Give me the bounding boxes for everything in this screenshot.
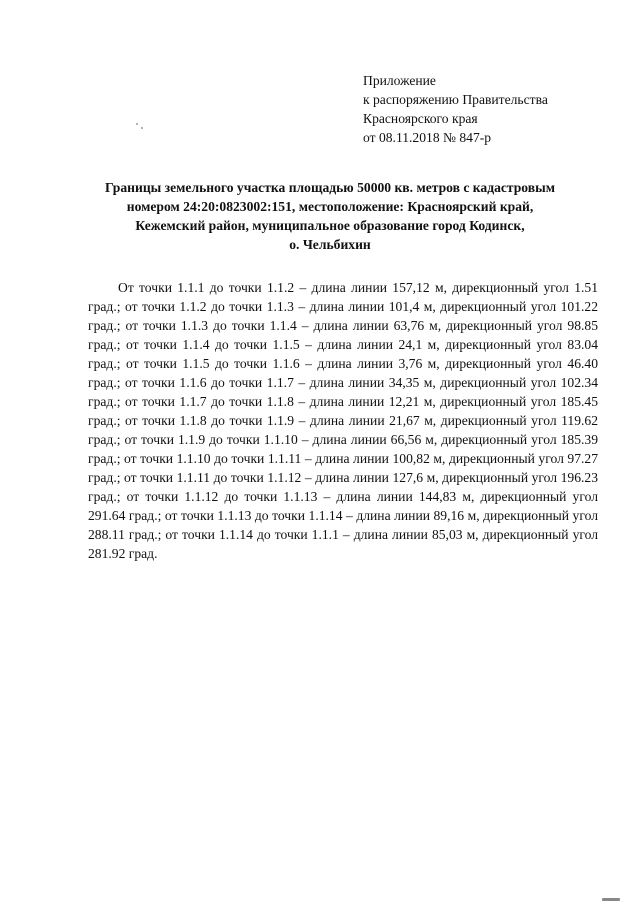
appendix-line-2: к распоряжению Правительства bbox=[363, 92, 548, 107]
scan-corner-mark bbox=[602, 898, 620, 901]
title-line-3: Кежемский район, муниципальное образование город Кодинск, bbox=[135, 218, 525, 233]
title-line-2: номером 24:20:0823002:151, местоположение: Красноярский край, bbox=[126, 199, 534, 214]
document-title bbox=[70, 178, 590, 254]
appendix-line-3: Красноярского края bbox=[363, 111, 478, 126]
appendix-line-4: от 08.11.2018 № 847-р bbox=[363, 130, 492, 145]
scan-speck bbox=[136, 123, 138, 125]
title-line-4: о. Чельбихин bbox=[289, 237, 371, 252]
appendix-line-1: Приложение bbox=[363, 73, 436, 88]
scan-speck bbox=[141, 127, 143, 129]
boundary-description-paragraph: От точки 1.1.1 до точки 1.1.2 – длина линии 157,12 м, дирекционный угол 1.51 град.; от точки 1.1.2 до точки 1.1.3 – длина линии 101,4 м, дирекционный угол 101.22 град.; от точки 1.1.3 до точки 1.1.4 – длина линии 63,76 м, дирекционный угол 98.85 град.; от точки 1.1.4 до точки 1.1.5 – длина линии 24,1 м, дирекционный угол 83.04 град.; от точки 1.1.5 до точки 1.1.6 – длина линии 3,76 м, дирекционный угол 46.40 град.; от точки 1.1.6 до точки 1.1.7 – длина линии 34,35 м, дирекционный угол 102.34 град.; от точки 1.1.7 до точки 1.1.8 – длина линии 12,21 м, дирекционный угол 185.45 град.; от точки 1.1.8 до точки 1.1.9 – длина линии 21,67 м, дирекционный угол 119.62 град.; от точки 1.1.9 до точки 1.1.10 – длина линии 66,56 м, дирекционный угол 185.39 град.; от точки 1.1.10 до точки 1.1.11 – длина линии 100,82 м, дирекционный угол 97.27 град.; от точки 1.1.11 до точки 1.1.12 – длина линии 127,6 м, дирекционный угол 196.23 град.; от точки 1.1.12 до точки 1.1.13 – длина линии 144,83 м, дирекционный угол 291.64 град.; от точки 1.1.13 до точки 1.1.14 – длина линии 89,16 м, дирекционный угол 288.11 град.; от точки 1.1.14 до точки 1.1.1 – длина линии 85,03 м, дирекционный угол 281.92 град. bbox=[88, 279, 598, 561]
appendix-header bbox=[363, 71, 613, 147]
title-line-1: Границы земельного участка площадью 50000 кв. метров с кадастровым bbox=[105, 180, 555, 195]
